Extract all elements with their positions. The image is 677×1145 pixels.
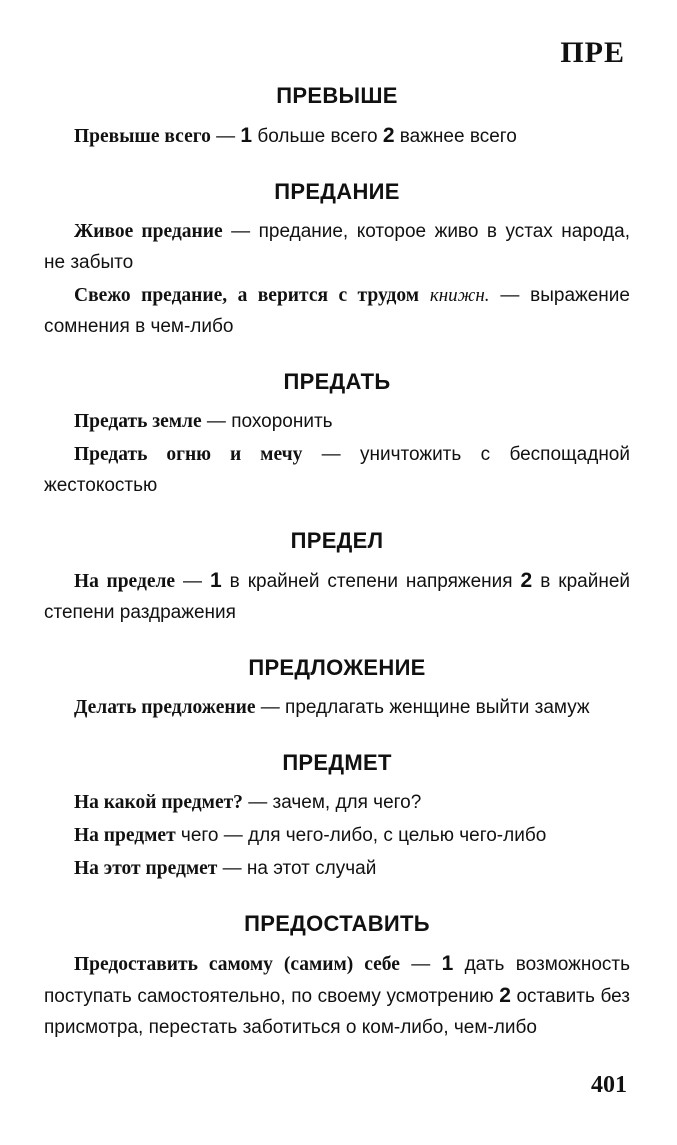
headword: ПРЕДЕЛ <box>290 528 384 553</box>
definition: — уничтожить с беспощадной жестокостью <box>44 444 630 496</box>
entry-predmet <box>44 749 630 884</box>
definition: дать возможность поступать самостоятельно, по своему усмотрению <box>44 954 630 1007</box>
definition: — предлагать женщине выйти замуж <box>255 697 590 718</box>
running-head: ПРЕ <box>560 36 625 69</box>
definition: — предание, которое живо в устах народа, не забыто <box>44 221 630 273</box>
definition: — на этот случай <box>217 858 377 879</box>
sense-number: 1 <box>441 952 454 975</box>
phrase-entry <box>44 280 630 342</box>
idiom-phrase: На этот предмет <box>74 858 218 879</box>
idiom-phrase: Свежо предание, а верится с трудом <box>74 285 419 306</box>
headword: ПРЕДАНИЕ <box>274 179 400 204</box>
phrase-entry <box>44 439 630 501</box>
dash: — <box>210 126 241 147</box>
sense-number: 2 <box>520 569 533 592</box>
phrase-entry <box>44 948 630 1043</box>
definition: — зачем, для чего? <box>242 792 422 813</box>
entry-prevyshe <box>44 82 630 152</box>
entry-predostavit <box>44 910 630 1043</box>
idiom-phrase: Предать огню и мечу <box>74 444 303 465</box>
sense-number: 2 <box>499 984 511 1007</box>
definition: — похоронить <box>201 411 333 432</box>
sense-number: 1 <box>240 124 253 147</box>
phrase-entry <box>44 216 630 278</box>
page-content <box>44 82 630 1045</box>
dash: — <box>175 571 211 592</box>
definition: — выражение сомнения в чем-либо <box>44 285 630 337</box>
phrase-entry <box>44 692 630 723</box>
entry-predel <box>44 527 630 628</box>
definition: оставить без присмотра, перестать заботиться о ком-либо, чем-либо <box>44 986 630 1038</box>
definition: в крайней степени раздражения <box>44 571 630 623</box>
definition: в крайней степени напряжения <box>221 571 521 592</box>
headword: ПРЕДАТЬ <box>283 369 391 394</box>
entry-predat <box>44 368 630 501</box>
entry-predanie <box>44 178 630 342</box>
dash: — <box>399 954 442 975</box>
phrase-entry <box>44 787 630 818</box>
definition: важнее всего <box>394 126 517 147</box>
phrase-entry <box>44 406 630 437</box>
idiom-phrase: На пределе <box>74 571 176 592</box>
sense-number: 2 <box>382 124 395 147</box>
headword: ПРЕДОСТАВИТЬ <box>244 911 430 936</box>
style-label: книжн. <box>429 285 490 306</box>
idiom-phrase: Делать предложение <box>74 697 256 718</box>
idiom-phrase: Предать земле <box>74 411 202 432</box>
idiom-phrase: На какой предмет? <box>74 792 243 813</box>
phrase-entry <box>44 565 630 628</box>
idiom-phrase: На предмет <box>74 825 176 846</box>
phrase-entry <box>44 853 630 884</box>
sense-number: 1 <box>210 569 222 592</box>
headword: ПРЕДМЕТ <box>282 750 392 775</box>
headword: ПРЕДЛОЖЕНИЕ <box>248 655 426 680</box>
page-number: 401 <box>591 1072 627 1098</box>
idiom-phrase: Предоставить самому (самим) себе <box>74 954 400 975</box>
phrase-entry <box>44 120 630 152</box>
definition: больше всего <box>252 126 383 147</box>
idiom-phrase: Превыше всего <box>74 126 211 147</box>
headword: ПРЕВЫШЕ <box>276 83 398 108</box>
phrase-entry <box>44 820 630 851</box>
idiom-phrase: Живое предание <box>74 221 223 242</box>
definition: чего — для чего-либо, с целью чего-либо <box>175 825 547 846</box>
entry-predlozhenie <box>44 654 630 723</box>
